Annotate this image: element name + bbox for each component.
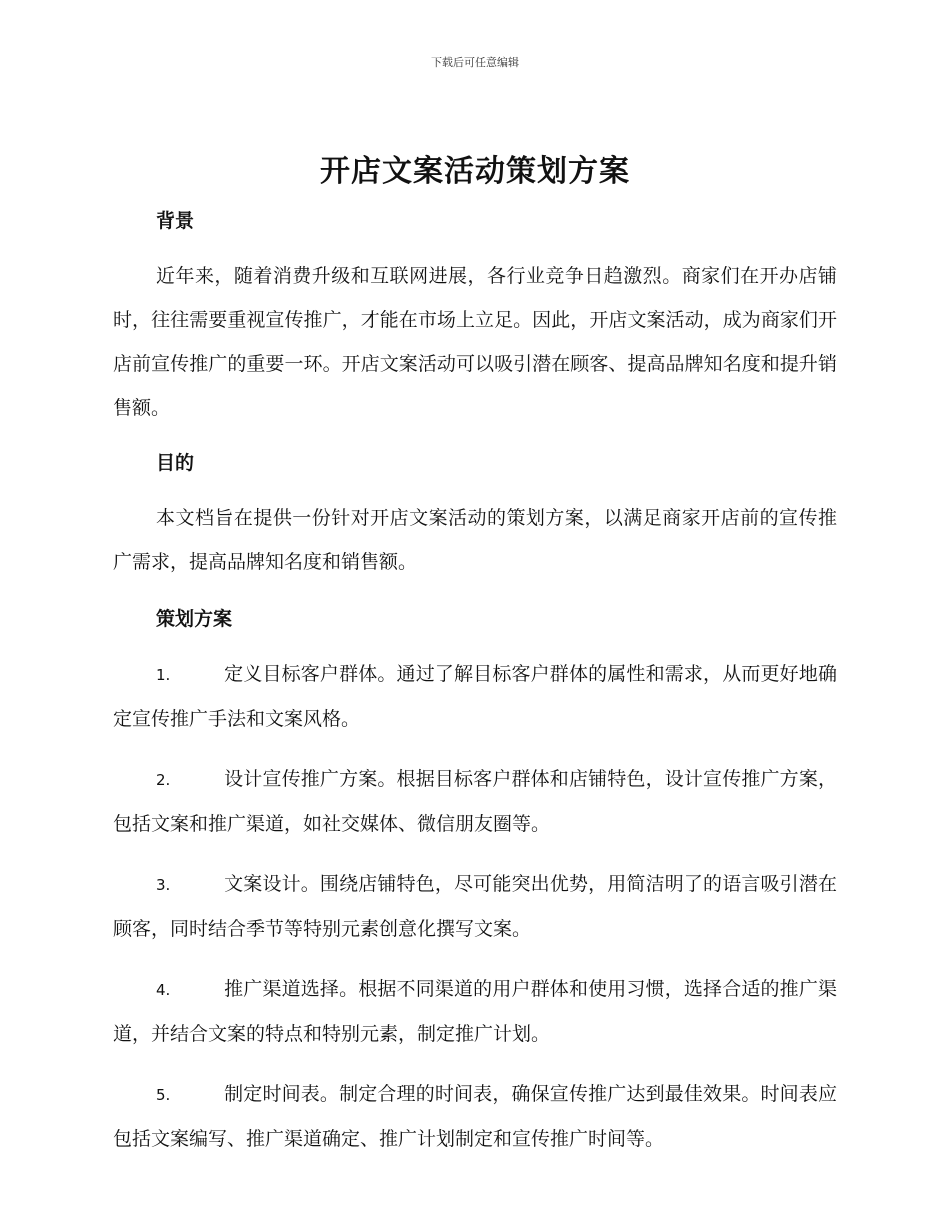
document-title: 开店文案活动策划方案 (320, 154, 630, 189)
list-number: 5. (156, 1086, 171, 1104)
list-text: 文案设计。围绕店铺特色，尽可能突出优势，用简洁明了的语言吸引潜在顾客，同时结合季节等特别元素创意化撰写文案。 (113, 873, 837, 940)
section-heading-background: 背景 (156, 210, 195, 232)
list-number: 3. (156, 876, 171, 894)
list-text: 推广渠道选择。根据不同渠道的用户群体和使用习惯，选择合适的推广渠道，并结合文案的特点和特别元素，制定推广计划。 (113, 978, 837, 1045)
list-item (113, 652, 837, 741)
document-body (113, 202, 837, 1161)
list-text: 定义目标客户群体。通过了解目标客户群体的属性和需求，从而更好地确定宣传推广手法和文案风格。 (113, 663, 837, 730)
section-heading-plan: 策划方案 (156, 608, 233, 630)
list-number: 2. (156, 771, 171, 789)
section-heading-purpose: 目的 (156, 452, 195, 474)
list-text: 制定时间表。制定合理的时间表，确保宣传推广达到最佳效果。时间表应包括文案编写、推广渠道确定、推广计划制定和宣传推广时间等。 (113, 1083, 837, 1150)
list-item (113, 967, 837, 1056)
background-paragraph: 近年来，随着消费升级和互联网进展，各行业竞争日趋激烈。商家们在开办店铺时，往往需要重视宣传推广，才能在市场上立足。因此，开店文案活动，成为商家们开店前宣传推广的重要一环。开店文案活动可以吸引潜在顾客、提高品牌知名度和提升销售额。 (113, 265, 837, 419)
list-text: 设计宣传推广方案。根据目标客户群体和店铺特色，设计宣传推广方案，包括文案和推广渠道，如社交媒体、微信朋友圈等。 (113, 768, 837, 835)
list-item (113, 862, 837, 951)
header-note: 下载后可任意编辑 (431, 56, 519, 69)
list-item (113, 757, 837, 846)
purpose-paragraph: 本文档旨在提供一份针对开店文案活动的策划方案，以满足商家开店前的宣传推广需求，提高品牌知名度和销售额。 (113, 507, 837, 573)
list-number: 1. (156, 666, 171, 684)
list-item (113, 1072, 837, 1161)
list-number: 4. (156, 981, 171, 999)
